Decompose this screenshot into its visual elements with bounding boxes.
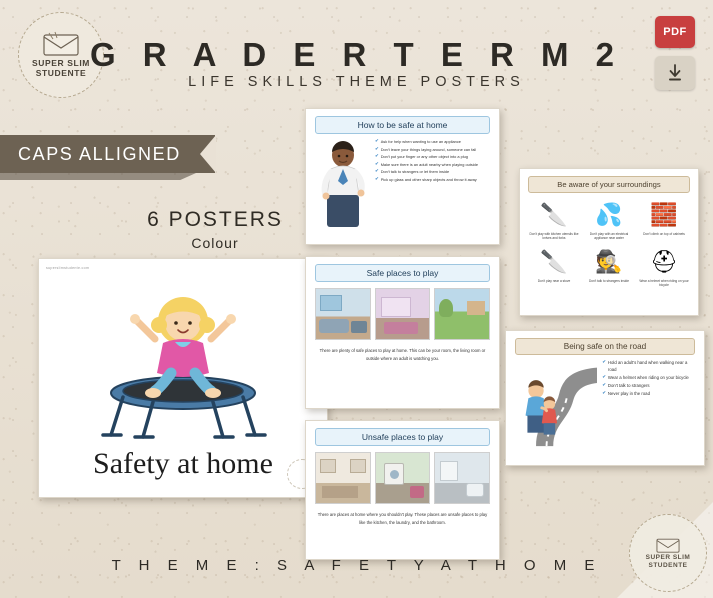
road-illustration: [515, 360, 597, 448]
safe-places-photos: [315, 288, 490, 340]
list-item: ✔ Never play in the road: [602, 390, 650, 397]
poster-colour-label: Colour: [191, 235, 239, 251]
grid-cell: 🔪 Don't play near a stove: [528, 245, 580, 288]
check-icon: ✔: [375, 168, 379, 174]
unsafe-places-photos: [315, 452, 490, 504]
garden-photo: [434, 288, 490, 340]
poster-be-aware[interactable]: [519, 168, 699, 316]
check-icon: ✔: [375, 175, 379, 181]
poster-cover[interactable]: [38, 258, 328, 498]
how-to-be-safe-list: [375, 139, 480, 231]
page-subtitle: LIFE SKILLS THEME POSTERS: [188, 74, 525, 90]
page-title: G R A D E R T E R M 2: [89, 36, 624, 73]
envelope-icon: [655, 536, 681, 554]
check-icon: ✔: [375, 145, 379, 151]
helmet-icon: ⛑: [650, 248, 678, 274]
check-icon: ✔: [375, 153, 379, 159]
unsafe-places-paragraph: There are places at home where you shouldn't play. These places are unsafe places to play like the kitchen, the laundry, and the bathroom.: [317, 512, 488, 525]
grid-cell: ⛑ Wear a helmet when riding on your bicycle: [638, 245, 690, 288]
check-icon: ✔: [602, 390, 606, 396]
watermark-line2: STUDENTE: [648, 562, 688, 569]
grid-cell: 🧱 Don't climb on top of cabinets: [638, 198, 690, 241]
kitchen-photo: [315, 452, 371, 504]
poster-aware-title: Be aware of your surroundings: [528, 176, 690, 193]
poster-safe-places[interactable]: [305, 256, 500, 409]
knife-icon: 🔪: [540, 202, 568, 227]
door-icon: 🔪: [540, 248, 568, 274]
check-icon: ✔: [602, 381, 606, 387]
list-item: ✔ Don't talk to strangers: [602, 381, 650, 388]
cover-title: Safety at home: [93, 447, 273, 480]
laundry-photo: [375, 452, 431, 504]
watermark-line1: SUPER SLIM: [645, 554, 691, 562]
footer-theme: T H E M E : S A F E T Y A T H O M E: [111, 557, 602, 574]
brand-name-line2: STUDENTE: [35, 68, 87, 78]
pdf-badge[interactable]: PDF: [655, 16, 695, 48]
poster-how-to-be-safe[interactable]: [305, 108, 500, 245]
list-item: ✔ Don't talk to strangers or let them inside: [375, 168, 450, 175]
poster-safe-title: Safe places to play: [315, 264, 490, 282]
poster-unsafe-title: Unsafe places to play: [315, 428, 490, 446]
poster-count: [115, 208, 315, 251]
list-item: ✔ Don't put your finger or any other object into a plug: [375, 153, 468, 160]
list-item: ✔ Don't leave your things laying around, someone can fall: [375, 145, 477, 152]
plug-icon: 💦: [595, 202, 623, 227]
awareness-icon-grid: [528, 198, 690, 287]
brand-name-line1: SUPER SLIM: [32, 58, 90, 69]
poster-road-title: Being safe on the road: [515, 338, 695, 355]
list-item: ✔ Ask for help when wanting to use an appliance: [375, 138, 461, 144]
grid-cell: 🕵 Don't talk to strangers inside: [583, 245, 635, 288]
poster-how-title: How to be safe at home: [315, 116, 490, 134]
ribbon-shadow: [0, 173, 196, 180]
road-safety-list: [602, 360, 695, 399]
bedroom-photo: [375, 288, 431, 340]
caps-aligned-ribbon: [0, 135, 215, 173]
man-illustration: [315, 139, 371, 231]
safe-places-paragraph: There are plenty of safe places to play at home. This can be your room, the living room or outside where an adult is watching you.: [319, 348, 486, 361]
grid-cell: 🔪 Don't play with kitchen utensils like knives and forks: [528, 198, 580, 241]
trampoline-illustration: [83, 285, 283, 445]
list-item: ✔ Make sure there is an adult nearby when playing outside: [375, 160, 479, 167]
poster-count-number: 6 POSTERS: [147, 208, 283, 231]
list-item: ✔ Pick up glass and other sharp objects and throw it away: [375, 175, 477, 182]
grid-cell: 💦 Don't play with an electrical appliance near water: [583, 198, 635, 241]
check-icon: ✔: [602, 373, 606, 379]
corner-watermark-badge: [629, 514, 707, 592]
stranger-icon: 🕵: [595, 248, 623, 274]
list-item: ✔ Hold an adult's hand when walking near a road: [602, 359, 688, 372]
check-icon: ✔: [375, 160, 379, 166]
check-icon: ✔: [375, 138, 379, 143]
poster-road-safety[interactable]: [505, 330, 705, 466]
living-room-photo: [315, 288, 371, 340]
check-icon: ✔: [602, 359, 606, 364]
list-item: ✔ Wear a helmet when riding on your bicycle: [602, 373, 689, 380]
poster-unsafe-places[interactable]: [305, 420, 500, 560]
wall-icon: 🧱: [650, 202, 678, 227]
ribbon-label: CAPS ALLIGNED: [18, 143, 181, 164]
bathroom-photo: [434, 452, 490, 504]
cover-url: superslimstudente.com: [46, 266, 90, 270]
